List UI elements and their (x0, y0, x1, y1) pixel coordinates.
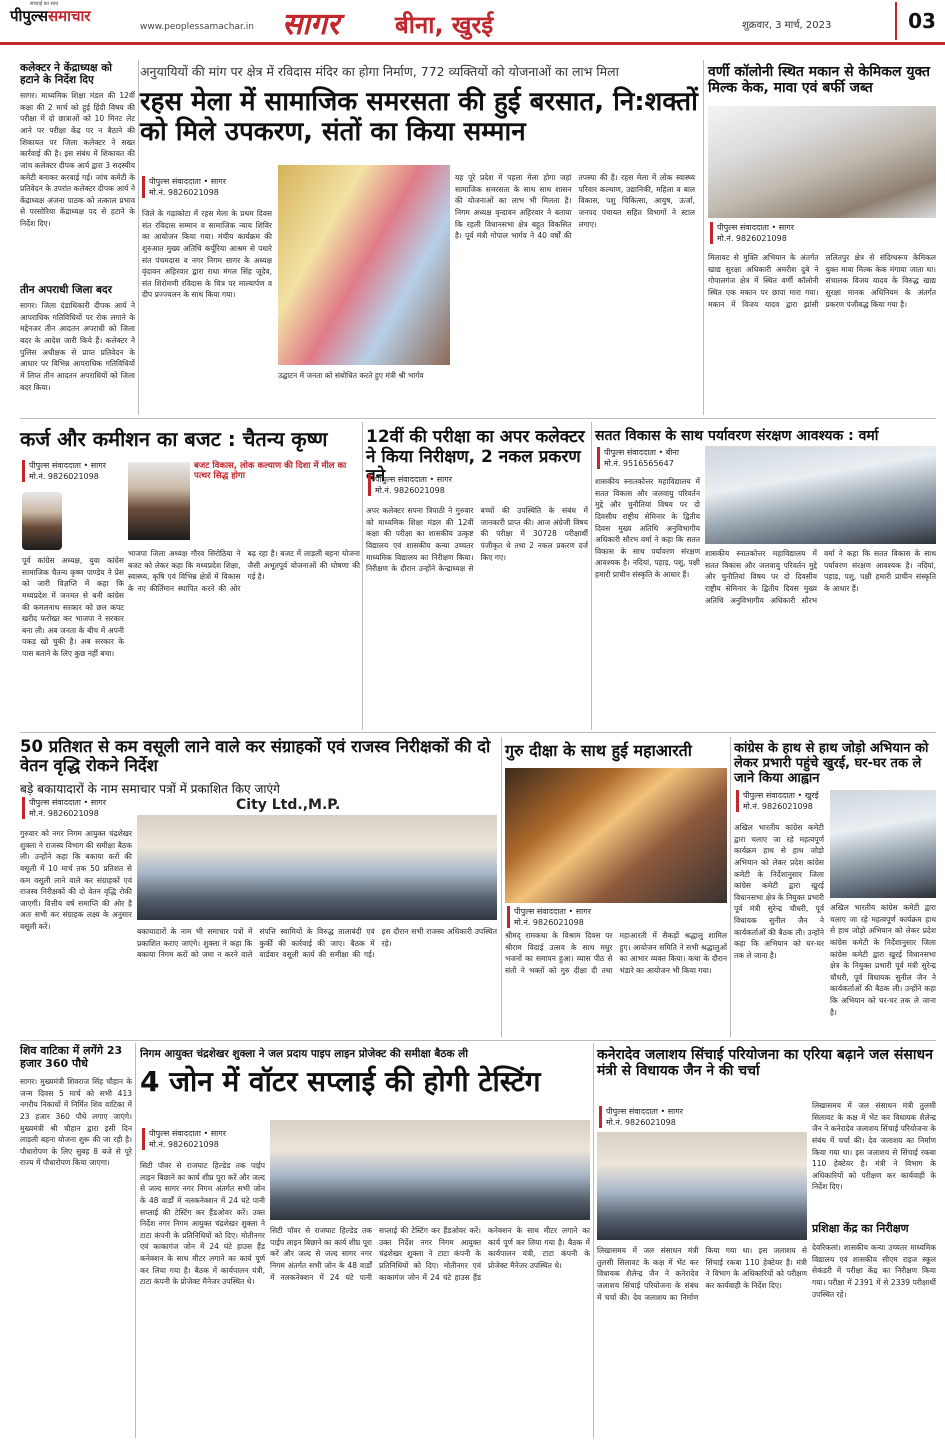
water-headline[interactable]: 4 जोन में वॉटर सप्लाई की होगी टेस्टिंग (140, 1065, 541, 1098)
divider (135, 1043, 136, 1438)
collector-headline[interactable]: कलेक्टर ने केंद्राध्यक्ष को हटाने के निर्देश दिए (20, 62, 112, 87)
byline-agency: पीपुल्स संवाददाता (604, 448, 656, 457)
divider (138, 60, 139, 415)
district-ban-headline[interactable]: तीन अपराधी जिला बदर (20, 284, 112, 297)
seized-sacks-photo[interactable] (708, 106, 936, 218)
byline-mobile: मो.नं. 9826021098 (743, 802, 813, 812)
seminar-photo[interactable] (705, 446, 936, 544)
revenue-headline[interactable]: 50 प्रतिशत से कम वसूली लाने वाले कर संग्राहकों एवं राजस्व निरीक्षकों की दो वेतन वृद्धि रोकने निर्देश (20, 737, 491, 775)
subcities-heading: बीना, खुरई (395, 11, 494, 39)
byline-mobile: मो.नं. 9826021098 (514, 918, 584, 928)
smart-city-logo: City Ltd.,M.P. (236, 797, 341, 813)
lead-byline: पीपुल्स संवाददाता • सागर मो.नं. 9826021098 (142, 176, 279, 198)
exam-byline: पीपुल्स संवाददाता • सागर मो.नं. 9826021098 (368, 474, 485, 496)
lead-photo[interactable] (278, 165, 450, 365)
chemical-byline: पीपुल्स संवाददाता • सागर मो.नं. 9826021098 (710, 222, 832, 244)
revenue-subheadline: बड़े बकायादारों के नाम समाचार पत्रों में प्रकाशित किए जाएंगे (20, 782, 280, 796)
byline-city: सागर (210, 1129, 227, 1138)
masthead (0, 0, 945, 45)
row-divider (20, 732, 936, 733)
gaurav-sirothiya-photo[interactable] (128, 462, 190, 540)
water-byline: पीपुल्स संवाददाता • सागर मो.नं. 9826021098 (142, 1128, 269, 1150)
guru-body: श्रीमद् रामकथा के विश्राम दिवस पर श्रीराम विदाई उत्सव के साथ मधुर भजनों का समापन हुआ। व्यास पीठ से संतों ने भक्तों को गुरु दीक्षा दी तथा महाआरती में सैकड़ों श्रद्धालु शामिल हुए। आयोजन समिति ने सभी श्रद्धालुओं का आभार व्यक्त किया। कथा के दौरान भंडारे का आयोजन भी किया गया। (505, 931, 727, 975)
budget-headline[interactable]: कर्ज और कमीशन का बजट : चैतन्य कृष्ण (20, 427, 328, 451)
congress-leaders-photo[interactable] (830, 790, 936, 898)
congress-headline[interactable]: कांग्रेस के हाथ से हाथ जोड़ो अभियान को लेकर प्रभारी पहुंचे खुरई, घर-घर तक ले जाने किया आह्वान (734, 741, 929, 786)
revenue-body-2: बकायादारों के नाम भी समाचार पत्रों में प्रकाशित कराए जाएंगे। शुक्ला ने कहा कि बकाया निगम करों को जमा न करने वाले संपत्ति स्वामियों के विरुद्ध तालाबंदी एवं कुर्की की कार्रवाई की जाए। बैठक में वार्डवार वसूली कार्य की समीक्षा की गई। इस दौरान सभी राजस्व अधिकारी उपस्थित रहे। (137, 927, 497, 960)
congress-body-2: अखिल भारतीय कांग्रेस कमेटी द्वारा चलाए जा रहे महत्वपूर्ण कार्यक्रम हाथ से हाथ जोड़ो अभियान को लेकर प्रदेश कांग्रेस कमेटी के निर्देशानुसार जिला कांग्रेस कमेटी द्वारा खुरई विधानसभा क्षेत्र के नियुक्त प्रभारी पूर्व मंत्री सुरेन्द्र चौधरी, पूर्व विधायक सुनील जैन ने कार्यकर्ताओं की बैठक ली। उन्होंने कहा कि अभियान को घर-घर तक ले जाना है। (830, 903, 936, 1017)
lead-body-1: जिले के गढ़ाकोटा में रहस मेला के प्रथम दिवस संत रविदास सम्मान व सामाजिक न्याय शिविर का आयोजन किया गया। मंचीय कार्यक्रम की शुरुआत मुख्य अतिथि कर्पूरिया आश्रम से पधारे संत पंचमदास व नगर निगम सागर के अध्यक्ष वृंदावन अहिरवार द्वारा राधा मंगल सिंह जूदेव, संत शिरोमणी रविदास के चित्र पर माल्यार्पण व दीप प्रज्ज्वलन के साथ किया गया। (142, 209, 272, 300)
byline-city: सागर (210, 177, 227, 186)
revenue-byline: पीपुल्स संवाददाता • सागर मो.नं. 9826021098 (22, 797, 144, 819)
row-divider (20, 1040, 936, 1041)
chemical-milk-body: मिलावट से मुक्ति अभियान के अंतर्गत खाद्य सुरक्षा अधिकारी अमरीश दुबे ने गोपालगंज क्षेत्र में स्थित वर्णी कॉलोनी स्थित एक मकान पर छापा मारा गया। मकान में विजय यादव द्वारा झांसी ललितपुर क्षेत्र से संदिग्धरूप केमिकल युक्त मावा मिल्क केक मंगाया जाता था। संचालक विजय यादव के विरुद्ध खाद्य सुरक्षा मानक अधिनियम के अंतर्गत प्रकरण पंजीबद्ध किया गया है। (708, 253, 936, 309)
congress-byline: पीपुल्स संवाददाता • खुरई मो.नं. 9826021098 (736, 790, 833, 812)
minister-meeting-photo[interactable] (597, 1132, 807, 1240)
byline-mobile: मो.नं. 9826021098 (717, 234, 787, 244)
lead-headline[interactable]: रहस मेला में सामाजिक समरसता की हुई बरसात, नि:शक्तों को मिले उपकरण, संतों का किया सम्मान (140, 87, 698, 147)
byline-city: बीना (665, 448, 679, 457)
dam-headline[interactable]: कनेरादेव जलाशय सिंचाई परियोजना का एरिया बढ़ाने जल संसाधन मंत्री से विधायक जैन ने की चर्चा (597, 1047, 933, 1080)
logo-text: पीपुल्स (10, 7, 49, 25)
byline-mobile: मो.नं. 9826021098 (606, 1118, 676, 1128)
guru-byline: पीपुल्स संवाददाता • सागर मो.नं. 9826021098 (507, 906, 624, 928)
divider (703, 60, 704, 415)
environment-headline[interactable]: सतत विकास के साथ पर्यावरण संरक्षण आवश्यक : वर्मा (595, 428, 879, 444)
collector-body: सागर। माध्यमिक शिक्षा मंडल की 12वीं कक्षा की 2 मार्च को हुई हिंदी विषय की परीक्षा में दो छात्राओं को 10 मिनट लेट आने पर परीक्षा केंद्र पर न बैठाने की शिकायत पर जिला कलेक्टर ने सख्त कार्रवाई की है। इस संबंध में शिकायत की जांच कलेक्टर दीपक आर्य द्वारा 3 सदस्यीय कमेटी बनाकर करवाई गई। जांच कमेटी के प्रतिवेदन के उपरांत कलेक्टर दीपक आर्य ने केंद्राध्यक्ष अंजना पाठक को तत्काल प्रभाव से परसोरिया केंद्राध्यक्ष पद से हटाने के निर्देश दिए। (20, 91, 135, 228)
congress-body-1: अखिल भारतीय कांग्रेस कमेटी द्वारा चलाए जा रहे महत्वपूर्ण कार्यक्रम हाथ से हाथ जोड़ो अभियान को लेकर प्रदेश कांग्रेस कमेटी के निर्देशानुसार जिला कांग्रेस कमेटी द्वारा खुरई विधानसभा क्षेत्र के नियुक्त प्रभारी पूर्व मंत्री सुरेन्द्र चौधरी, पूर्व विधायक सुनील जैन ने कार्यकर्ताओं की बैठक ली। उन्होंने कहा कि अभियान को घर-घर तक ले जाना है। (734, 823, 824, 960)
dam-body-2: लिखासमय में जल संसाधन मंत्री तुलसी सिलावट के कक्ष में भेंट कर विधायक शैलेन्द्र जैन ने कनेरादेव जलाशय सिंचाई परियोजना के संबंध में चर्चा की। देव जलाशय का निर्माण किया गया था। इस जलाशय से सिंचाई रकबा 110 हेक्टेयर है। मंत्री ने विभाग के अधिकारियों को परीक्षण कर कार्यवाही के निर्देश दिए। (812, 1101, 936, 1192)
byline-agency: पीपुल्स संवाददाता (606, 1107, 658, 1116)
exam-body: अपर कलेक्टर सपना त्रिपाठी ने गुरुवार को माध्यमिक शिक्षा मंडल की 12वीं कक्षा की परीक्षा का शासकीय उत्कृष्ट विद्यालय एवं शासकीय कन्या उच्चतर माध्यमिक विद्यालय का निरीक्षण किया। निरीक्षण के दौरान उन्होंने केन्द्राध्यक्ष से बच्चों की उपस्थिति के संबंध में जानकारी प्राप्त की। आज अंग्रेजी विषय की परीक्षा में 30728 परीक्षार्थी पंजीकृत थे तथा 2 नकल प्रकरण दर्ज किए गए। (366, 506, 588, 574)
byline-mobile: मो.नं. 9826021098 (29, 472, 99, 482)
byline-agency: पीपुल्स संवाददाता (149, 177, 201, 186)
newspaper-logo[interactable] (10, 6, 91, 26)
byline-agency: पीपुल्स संवाददाता (29, 461, 81, 470)
byline-city: खुरई (804, 791, 819, 800)
left-column (20, 62, 135, 412)
issue-date: शुक्रवार, 3 मार्च, 2023 (742, 20, 832, 31)
maha-aarti-photo[interactable] (505, 768, 727, 903)
water-meeting-photo[interactable] (270, 1120, 590, 1220)
divider (730, 737, 731, 1037)
exam-centre-box-body: देवरिकलां। शासकीय कन्या उच्चतर माध्यमिक विद्यालय एवं शासकीय सीएम राइज स्कूल सेकंडरी में परीक्षा केंद्र का निरीक्षण किया गया। परीक्षा में 2391 में से 2339 परीक्षार्थी उपस्थित रहे। (812, 1243, 936, 1299)
byline-mobile: मो.नं. 9826021098 (29, 809, 99, 819)
revenue-meeting-photo[interactable] (137, 815, 497, 920)
budget-body-2: भाजपा जिला अध्यक्ष गौरव सिरोठिया ने बजट को लेकर कहा कि मध्यप्रदेश शिक्षा, स्वास्थ्य, कृषि एवं विभिन्न क्षेत्रों में विकास के नए कीर्तिमान स्थापित करने की ओर बढ़ रहा है। बजट में लाड़ली बहना योजना जैसी अभूतपूर्व योजनाओं की घोषणा की गई है। (128, 549, 360, 593)
chemical-milk-headline[interactable]: वर्णी कॉलोनी स्थित मकान से केमिकल युक्त मिल्क केक, मावा एवं बर्फी जब्त (708, 64, 930, 97)
byline-mobile: मो.नं. 9826021098 (375, 486, 445, 496)
divider (591, 422, 592, 730)
lead-kicker: अनुयायियों की मांग पर क्षेत्र में रविदास मंदिर का होगा निर्माण, 772 व्यक्तियों को योजनाओं का लाभ मिला (140, 64, 619, 79)
dam-body: लिखासमय में जल संसाधन मंत्री तुलसी सिलावट के कक्ष में भेंट कर विधायक शैलेन्द्र जैन ने कनेरादेव जलाशय सिंचाई परियोजना के संबंध में चर्चा की। देव जलाशय का निर्माण किया गया था। इस जलाशय से सिंचाई रकबा 110 हेक्टेयर है। मंत्री ने विभाग के अधिकारियों को परीक्षण कर कार्यवाही के निर्देश दिए। (597, 1246, 807, 1302)
byline-agency: पीपुल्स संवाददाता (514, 907, 566, 916)
divider (593, 1043, 594, 1438)
exam-centre-box-title[interactable]: प्रशिक्षा केंद्र का निरीक्षण (812, 1222, 909, 1235)
byline-city: सागर (575, 907, 592, 916)
chaitanya-krishna-photo[interactable] (22, 492, 62, 550)
website-url[interactable]: www.peoplessamachar.in (140, 22, 254, 32)
environment-byline: पीपुल्स संवाददाता • बीना मो.नं. 9516565647 (597, 447, 704, 469)
byline-city: सागर (90, 798, 107, 807)
district-ban-body: सागर। जिला दंडाधिकारी दीपक आर्य ने आपराधिक गतिविधियों पर रोक लगाने के मद्देनजर तीन आदतन अपराधी को जिला बदर के आदेश जारी किये हैं। कलेक्टर ने पुलिस अधीक्षक से प्राप्त प्रतिवेदन के आधार पर विभिन्न आपराधिक गतिविधियों में लिप्त तीन आदतन अपराधियों को जिला बदर किया। (20, 301, 135, 392)
water-kicker: निगम आयुक्त चंद्रशेखर शुक्ला ने जल प्रदाय पाइप लाइन प्रोजेक्ट की समीक्षा बैठक ली (140, 1048, 469, 1060)
row-divider (20, 418, 936, 419)
water-body-2: सिटी पॉवर से राजघाट हिल्डेड तक पाईप लाइन बिछाने का कार्य शीघ्र पूरा करें और जल्द से जल्द सागर नगर निगम अंतर्गत सभी जोन के 48 वार्डों में नलकनेक्शन में 24 घंटे पानी सप्लाई की टेस्टिंग कर हैंडओवर करें। उक्त निर्देश नगर निगम आयुक्त चंद्रशेखर शुक्ला ने टाटा कंपनी के प्रतिनिधियों को दिए। मोतीनगर एवं काकागंज जोन में 24 घंटे हाउस हैंड कनेक्शन के साथ मीटर लगाने का कार्य पूर्ण कर लिया गया है। बैठक में कार्यपालन यंत्री, टाटा कंपनी के प्रोजेक्ट मैनेजर उपस्थित थे। (270, 1226, 590, 1282)
byline-city: सागर (436, 475, 453, 484)
byline-agency: पीपुल्स संवाददाता (375, 475, 427, 484)
logo-accent: समाचार (48, 7, 91, 25)
city-heading: सागर (282, 7, 340, 42)
byline-agency: पीपुल्स संवाददाता (149, 1129, 201, 1138)
divider (362, 422, 363, 730)
shiv-vatika-body: सागर। मुख्यमंत्री शिवराज सिंह चौहान के जन्म दिवस 5 मार्च को सभी 413 नगरीय निकायों में निर्मित शिव वाटिका में 23 हजार 360 पौधे लगाए जाएंगे। मुख्यमंत्री श्री चौहान द्वारा इसी दिन लाड़ली बहना योजना शुरू की जा रही है। पौधारोपण के लिए सुबह 8 बजे से पूरे राज्य में पौधारोपण किया जाएगा। (20, 1077, 132, 1168)
byline-city: सागर (90, 461, 107, 470)
byline-agency: पीपुल्स संवाददाता (743, 791, 795, 800)
lead-photo-caption: उद्घाटन में जनता को संबोधित करते हुए मंत्री श्री भार्गव (278, 371, 424, 380)
byline-mobile: मो.नं. 9826021098 (149, 188, 219, 198)
divider (501, 737, 502, 1037)
byline-agency: पीपुल्स संवाददाता (29, 798, 81, 807)
guru-diksha-headline[interactable]: गुरु दीक्षा के साथ हुई महाआरती (505, 741, 692, 760)
environment-body-2: शासकीय स्नातकोत्तर महाविद्यालय में सतत विकास और जलवायु परिवर्तन मुद्दे और चुनौतियां विषय पर दो दिवसीय राष्ट्रीय सेमिनार के द्वितीय दिवस मुख्य अतिथि अनुविभागीय अधिकारी सौरभ वर्मा ने कहा कि सतत विकास के साथ पर्यावरण संरक्षण आवश्यक है। नदियां, पहाड़, पशु, पक्षी हमारी प्राचीन संस्कृति के आधार हैं। (705, 549, 936, 605)
page-number: 03 (895, 2, 945, 40)
budget-quote: बजट विकास, लोक कल्याण की दिशा में मील का पत्थर सिद्ध होगा (194, 461, 347, 481)
dam-byline: पीपुल्स संवाददाता • सागर मो.नं. 9826021098 (599, 1106, 721, 1128)
byline-city: सागर (778, 223, 795, 232)
byline-city: सागर (667, 1107, 684, 1116)
budget-body-1: पूर्व कांग्रेस अध्यक्ष, युवा कांग्रेस सामाजिक चैतन्य कृष्ण पाण्डेय ने प्रेस को जारी विज्ञप्ति में कहा कि मध्यप्रदेश में जनमत से बनी कांग्रेस की कमलनाथ सरकार को छल कपट खरीद फरोख्त कर भाजपा ने सरकार बना ली। अब जनता के बीच में अपनी पकड़ खो चुकी है। अब सरकार के पास बताने के लिए कुछ नहीं बचा। (22, 556, 124, 658)
budget-byline: पीपुल्स संवाददाता • सागर मो.नं. 9826021098 (22, 460, 144, 482)
environment-body-1: शासकीय स्नातकोत्तर महाविद्यालय में सतत विकास और जलवायु परिवर्तन मुद्दे और चुनौतियां विषय पर दो दिवसीय राष्ट्रीय सेमिनार के द्वितीय दिवस मुख्य अतिथि अनुविभागीय अधिकारी सौरभ वर्मा ने कहा कि सतत विकास के साथ पर्यावरण संरक्षण आवश्यक है। नदियां, पहाड़, पशु, पक्षी हमारी प्राचीन संस्कृति के आधार हैं। (595, 477, 700, 579)
lead-body-2: यह पूरे प्रदेश में पहला मेला होगा जहां सामाजिक समरसता के साथ साथ शासन की योजनाओं का लाभ भी मिलता है। निगम अध्यक्ष वृन्दावन अहिरवार ने बताया कि रहली विधानसभा क्षेत्र बहुत विकसित है। पूर्व मंत्री गोपाल भार्गव ने 40 वर्षों की तपस्या की है। रहस मेला में लोक स्वास्थ्य परिवार कल्याण, उद्यानिकी, महिला व बाल विकास, पशु चिकित्सा, आयुष, ऊर्जा, जनपद पंचायत सहित विभागों ने स्टाल लगाए। (455, 173, 695, 241)
byline-mobile: मो.नं. 9826021098 (149, 1140, 219, 1150)
water-body-1: सिटी पॉवर से राजघाट हिल्डेड तक पाईप लाइन बिछाने का कार्य शीघ्र पूरा करें और जल्द से जल्द सागर नगर निगम अंतर्गत सभी जोन के 48 वार्डों में नलकनेक्शन में 24 घंटे पानी सप्लाई की टेस्टिंग कर हैंडओवर करें। उक्त निर्देश नगर निगम आयुक्त चंद्रशेखर शुक्ला ने टाटा कंपनी के प्रतिनिधियों को दिए। मोतीनगर एवं काकागंज जोन में 24 घंटे हाउस हैंड कनेक्शन के साथ मीटर लगाने का कार्य पूर्ण कर लिया गया है। बैठक में कार्यपालन यंत्री, टाटा कंपनी के प्रोजेक्ट मैनेजर उपस्थित थे। (140, 1161, 265, 1287)
tagline: सच्चाई का साथ (30, 1, 59, 7)
byline-mobile: मो.नं. 9516565647 (604, 459, 674, 469)
exam-headline[interactable]: 12वीं की परीक्षा का अपर कलेक्टर ने किया निरीक्षण, 2 नकल प्रकरण बने (366, 427, 585, 487)
shiv-vatika-headline[interactable]: शिव वाटिका में लगेंगे 23 हजार 360 पौधे (20, 1044, 123, 1070)
byline-agency: पीपुल्स संवाददाता (717, 223, 769, 232)
revenue-body-1: गुरुवार को नगर निगम आयुक्त चंद्रशेखर शुक्ला ने राजस्व विभाग की समीक्षा बैठक ली। उन्होंने कहा कि बकाया करों की वसूली में 10 मार्च तक 50 प्रतिशत से कम वसूली लाने वाले कर संग्राहकों एवं राजस्व निरीक्षकों की दो वेतन वृद्धि रोकी जाएगी। वित्तीय वर्ष समाप्ति की ओर है अतः सभी कर संग्राहक लक्ष्य के अनुसार वसूली करें। (20, 829, 132, 931)
